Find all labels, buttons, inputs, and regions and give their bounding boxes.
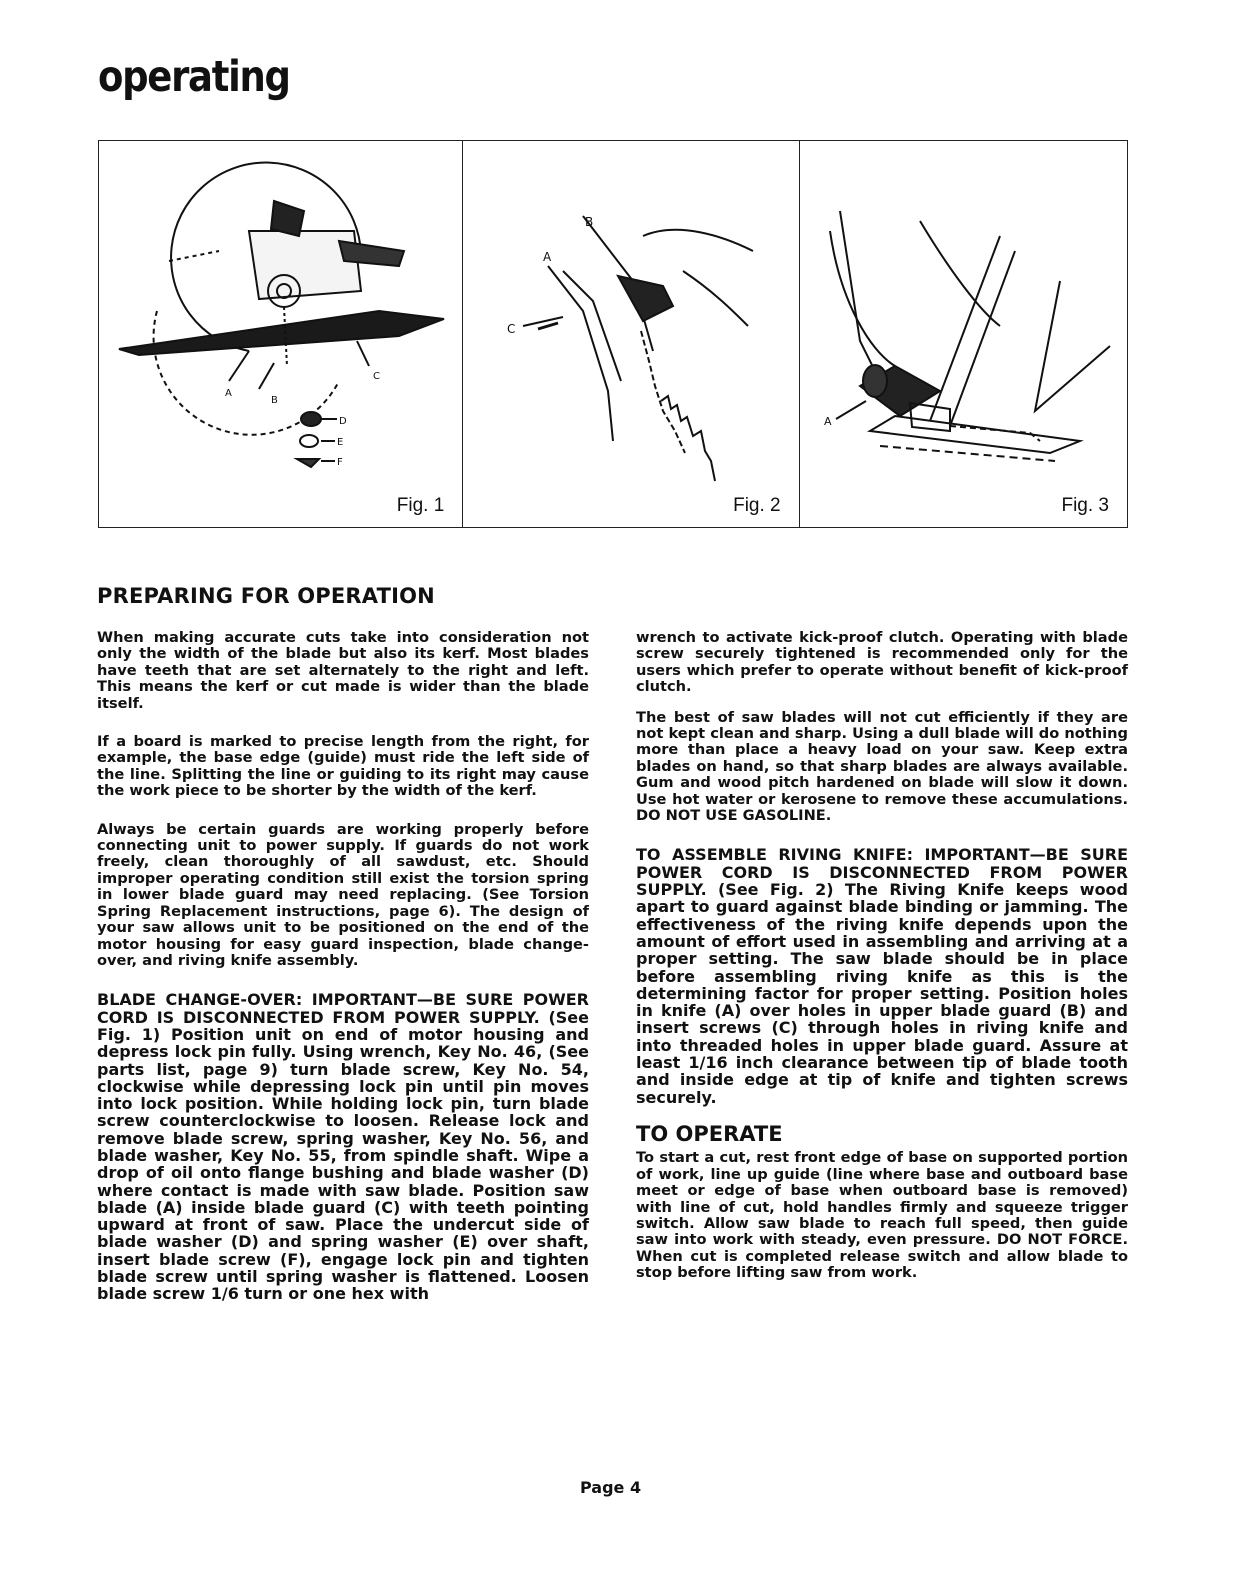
riving-knife-paragraph: TO ASSEMBLE RIVING KNIFE: IMPORTANT—BE SURE POWER CORD IS DISCONNECTED FROM POWER SUPPLY. (See Fig. 2) The Riving Knife keeps wood apart to guard against blade binding or jamming. The effectiveness of the riving knife depends upon the amount of effort used in assembling and arriving at a proper setting. The saw blade should be in place before assembling riving knife as this is the determining factor for proper setting. Position holes in knife (A) over holes in upper blade guard (B) and insert screws (C) through holes in riving knife and into threaded holes in upper blade guard. Assure at least 1/16 inch clearance between tip of blade tooth and inside edge at tip of knife and tighten screws securely. bbox=[636, 845, 1128, 1107]
fig1-label: Fig. 1 bbox=[396, 495, 445, 516]
clutch-paragraph: wrench to activate kick-proof clutch. Operating with blade screw securely tightened is recommended only for the users which prefer to operate without benefit of kick-proof clutch. bbox=[636, 629, 1128, 696]
blade-change-over-paragraph: BLADE CHANGE-OVER: IMPORTANT—BE SURE POWER CORD IS DISCONNECTED FROM POWER SUPPLY. (See Fig. 1) Position unit on end of motor housing and depress lock pin fully. Using wrench, Key No. 46, (See parts list, page 9) turn blade screw, Key No. 54, clockwise while depressing lock pin until pin moves into lock position. While holding lock pin, turn blade screw counterclockwise to loosen. Release lock and remove blade screw, spring washer, Key No. 56, and blade washer, Key No. 55, from spindle shaft. Wipe a drop of oil onto flange bushing and blade washer (D) where contact is made with saw blade. Position saw blade (A) inside blade guard (C) with teeth pointing upward at front of saw. Place the undercut side of blade washer (D) and spring washer (E) over shaft, insert blade screw (F), engage lock pin and tighten blade screw until spring washer is flattened. Loosen blade screw 1/6 turn or one hex with bbox=[97, 990, 589, 1304]
left-column bbox=[97, 630, 589, 1325]
section-heading: PREPARING FOR OPERATION bbox=[97, 584, 435, 608]
fig2-label: Fig. 2 bbox=[733, 495, 781, 516]
fig3-label: Fig. 3 bbox=[1061, 495, 1109, 516]
fig1-saw-illustration bbox=[99, 141, 463, 526]
kerf-paragraph: When making accurate cuts take into consideration not only the width of the blade but also its kerf. Most blades have teeth that are set alternately to the right and left. This means the kerf or cut made is wider than the blade itself. bbox=[97, 629, 589, 712]
page-title: operating bbox=[98, 52, 290, 102]
figure-1 bbox=[99, 141, 462, 527]
fig2-riving-knife-illustration bbox=[463, 141, 800, 526]
fig2-callout-c: C bbox=[507, 322, 516, 336]
figure-strip bbox=[98, 140, 1128, 528]
operate-heading: TO OPERATE bbox=[636, 1121, 783, 1146]
right-column bbox=[636, 630, 1128, 1304]
fig1-callout-b: B bbox=[271, 395, 278, 406]
fig1-callout-e: E bbox=[337, 437, 344, 448]
blade-care-paragraph: The best of saw blades will not cut efficiently if they are not kept clean and sharp. Using a dull blade will do nothing more than place a heavy load on your saw. Keep extra blades on hand, so that sharp blades are always available. Gum and wood pitch hardened on blade will slow it down. Use hot water or kerosene to remove these accumulations. DO NOT USE GASOLINE. bbox=[636, 708, 1128, 825]
figure-3 bbox=[799, 141, 1127, 527]
figure-2 bbox=[462, 141, 798, 527]
fig2-callout-a: A bbox=[543, 250, 552, 264]
operate-paragraph: To start a cut, rest front edge of base on supported portion of work, line up guide (line where base and outboard base meet or edge of base when outboard base is removed) with line of cut, hold handles firmly and squeeze trigger switch. Allow saw blade to reach full speed, then guide saw into work with steady, even pressure. DO NOT FORCE. When cut is completed release switch and allow blade to stop before lifting saw from work. bbox=[636, 1149, 1128, 1282]
base-edge-paragraph: If a board is marked to precise length from the right, for example, the base edge (guide) must ride the left side of the line. Splitting the line or guiding to its right may cause the work piece to be shorter by the width of the kerf. bbox=[97, 733, 589, 800]
fig1-callout-d: D bbox=[339, 416, 347, 427]
page-number: Page 4 bbox=[580, 1478, 642, 1497]
fig2-callout-b: B bbox=[585, 215, 594, 229]
guards-paragraph: Always be certain guards are working properly before connecting unit to power supply. If guards do not work freely, clean thoroughly of all sawdust, etc. Should improper operating condition still exist the torsion spring in lower blade guard may need replacing. (See Torsion Spring Replacement instructions, page 6). The design of your saw allows unit to be positioned on the end of the motor housing for easy guard inspection, blade change-over, and riving knife assembly. bbox=[97, 820, 589, 969]
fig1-callout-c: C bbox=[373, 371, 380, 382]
fig3-callout-a: A bbox=[823, 415, 832, 428]
fig1-callout-a: A bbox=[225, 388, 232, 399]
fig3-base-guide-illustration bbox=[800, 141, 1129, 526]
fig1-callout-f: F bbox=[337, 457, 343, 468]
